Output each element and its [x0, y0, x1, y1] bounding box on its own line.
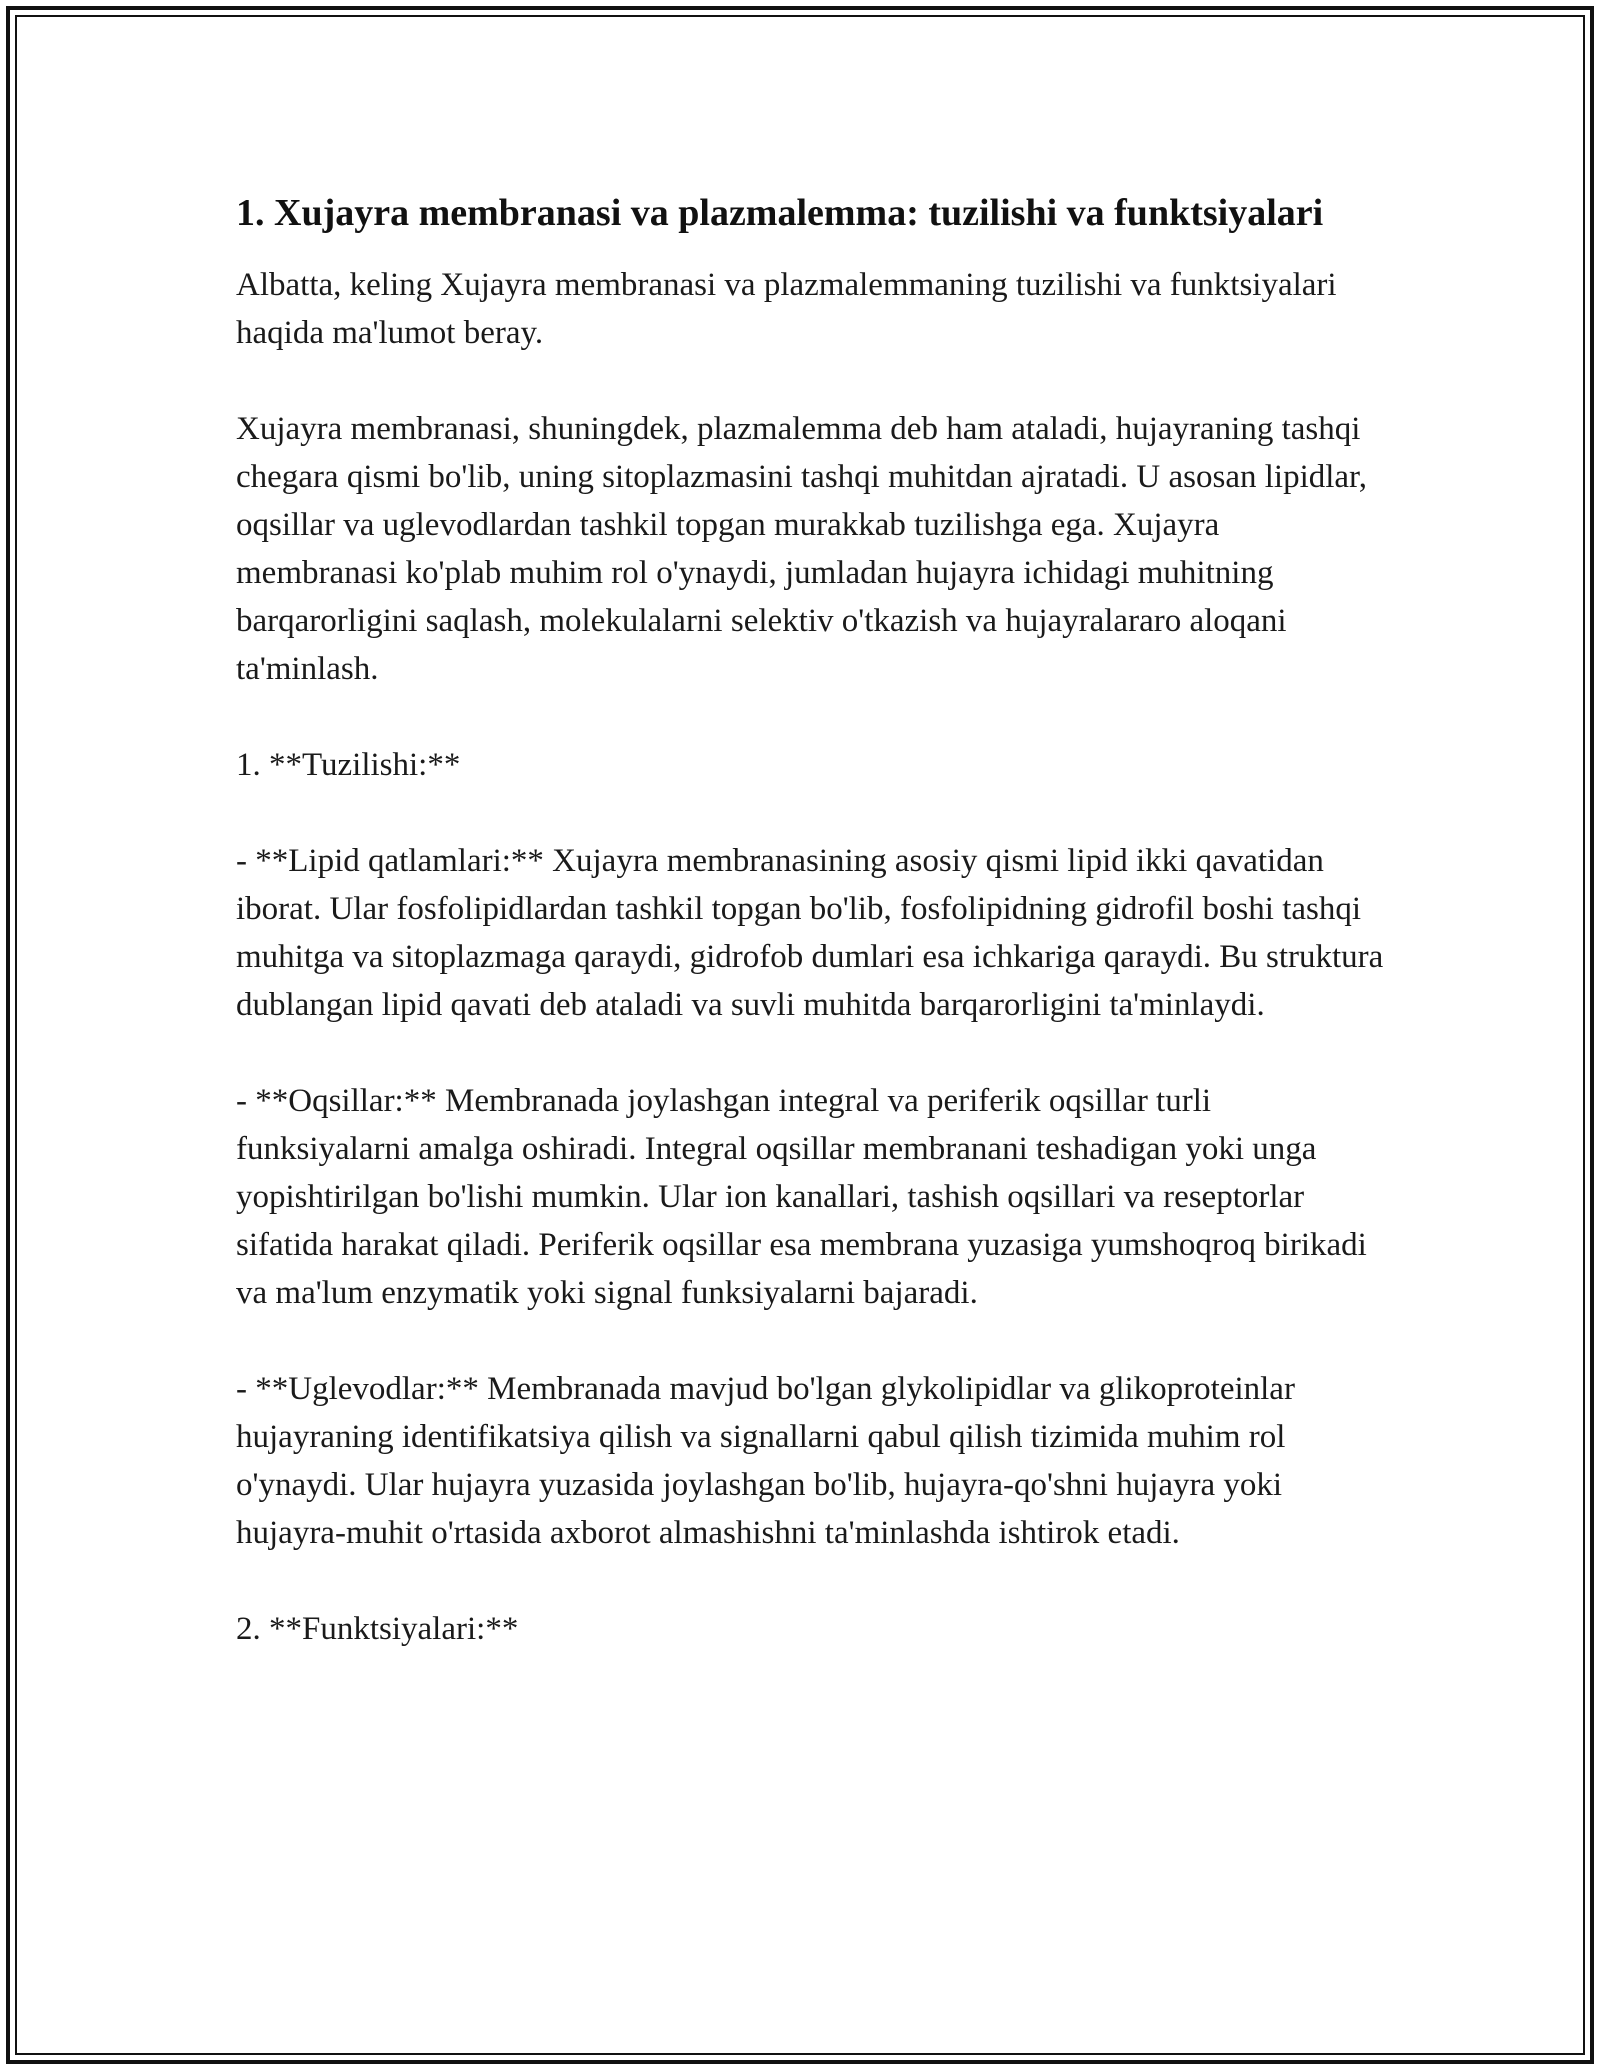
lipid-layers-item: - **Lipid qatlamlari:** Xujayra membranasining asosiy qismi lipid ikki qavatidan iborat. Ular fosfolipidlardan tashkil topgan bo'lib, fosfolipidning gidrofil boshi tashqi muhitga va sitoplazmaga qaraydi, gidrofob dumlari esa ichkariga qaraydi. Bu struktura dublangan lipid qavati deb ataladi va suvli muhitda barqarorligini ta'minlaydi. [236, 843, 1384, 1023]
paragraph-gap [236, 1557, 1386, 1605]
document-title: 1. Xujayra membranasi va plazmalemma: tuzilishi va funktsiyalari [236, 192, 1324, 234]
carbohydrates-item: - **Uglevodlar:** Membranada mavjud bo'lgan glykolipidlar va glikoproteinlar hujayraning identifikatsiya qilish va signallarni qabul qilish tizimida muhim rol o'ynaydi. Ular hujayra yuzasida joylashgan bo'lib, hujayra-qo'shni hujayra yoki hujayra-muhit o'rtasida axborot almashishni ta'minlashda ishtirok etadi. [236, 1371, 1295, 1551]
paragraph-gap [236, 1317, 1386, 1365]
paragraph-gap [236, 1029, 1386, 1077]
paragraph-gap [236, 357, 1386, 405]
paragraph-gap [236, 789, 1386, 837]
structure-heading: 1. **Tuzilishi:** [236, 747, 461, 783]
document-page [236, 186, 1386, 1653]
functions-heading: 2. **Funktsiyalari:** [236, 1611, 519, 1647]
paragraph-gap [236, 693, 1386, 741]
membrane-overview-paragraph: Xujayra membranasi, shuningdek, plazmalemma deb ham ataladi, hujayraning tashqi chegara qismi bo'lib, uning sitoplazmasini tashqi muhitdan ajratadi. U asosan lipidlar, oqsillar va uglevodlardan tashkil topgan murakkab tuzilishga ega. Xujayra membranasi ko'plab muhim rol o'ynaydi, jumladan hujayra ichidagi muhitning barqarorligini saqlash, molekulalarni selektiv o'tkazish va hujayralararo aloqani ta'minlash. [236, 411, 1367, 687]
proteins-item: - **Oqsillar:** Membranada joylashgan integral va periferik oqsillar turli funksiyalarni amalga oshiradi. Integral oqsillar membranani teshadigan yoki unga yopishtirilgan bo'lishi mumkin. Ular ion kanallari, tashish oqsillari va reseptorlar sifatida harakat qiladi. Periferik oqsillar esa membrana yuzasiga yumshoqroq birikadi va ma'lum enzymatik yoki signal funksiyalarni bajaradi. [236, 1083, 1367, 1311]
intro-paragraph: Albatta, keling Xujayra membranasi va plazmalemmaning tuzilishi va funktsiyalari haqida ma'lumot beray. [236, 267, 1337, 351]
document-body [236, 261, 1386, 1653]
